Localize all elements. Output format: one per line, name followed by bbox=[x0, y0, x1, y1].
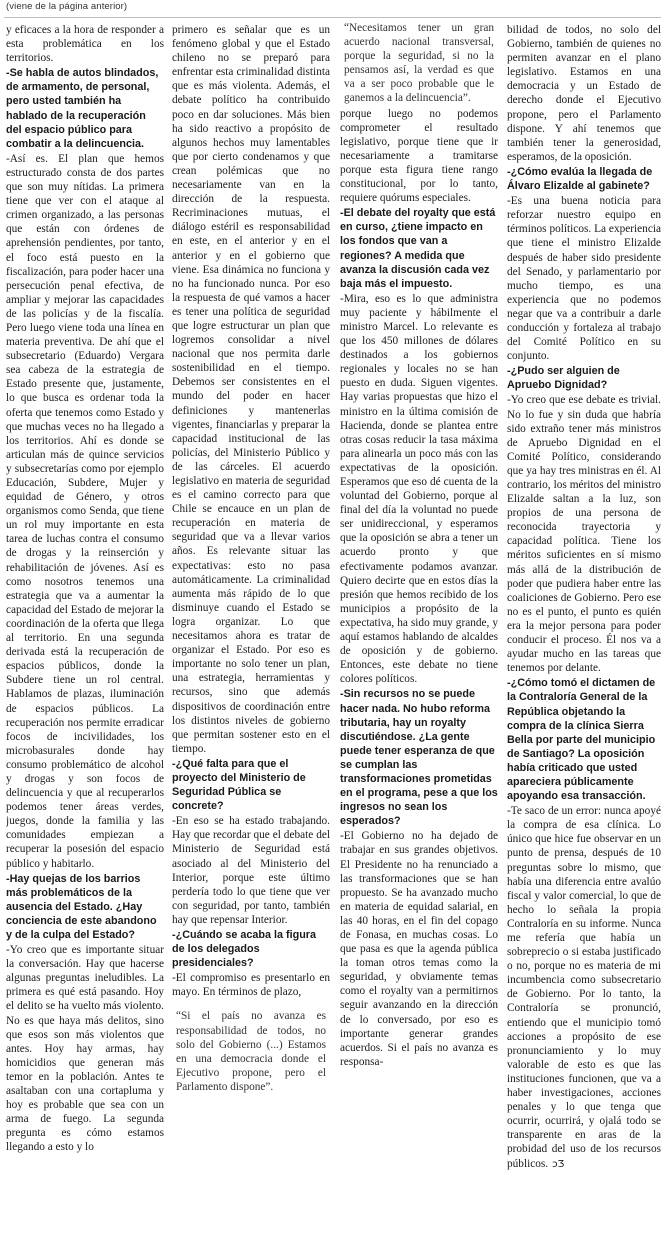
column-4-text bbox=[507, 23, 661, 1172]
interview-answer: -El Gobierno no ha dejado de trabajar en sus grandes objetivos. El Presidente no ha renunciado a las transformaciones que se han propuesto. Se ha avanzado mucho en materia de equidad salarial, en las 40 horas, en el fin del copago de Fonasa, en muchas cosas. Lo que pasa es que la agenda pública la toman otros temas como la seguridad, y obviamente temas como el royalty van a permitirnos seguir avanzando en la dirección de lo conversado, por eso es importante generar grandes acuerdos. Si el país no avanza es responsa- bbox=[340, 830, 498, 1068]
interview-question: -Se habla de autos blindados, de armamento, de personal, pero usted también ha hablado de la recuperación del espacio público para combatir a la delincuencia. bbox=[6, 67, 159, 150]
interview-answer: -En eso se ha estado trabajando. Hay que recordar que el debate del Ministerio de Seguridad está asociado al del Ministerio del Interior, porque este último perdería todo lo que tiene que ver con seguridad, por tanto, también hay que repensar Interior. bbox=[172, 815, 330, 926]
pull-quote-national-agreement: “Necesitamos tener un gran acuerdo nacional transversal, porque la seguridad, si no la pensamos así, la verdad es que va a ser poco probable que le ganemos a la delincuencia”. bbox=[344, 23, 494, 105]
interview-question: -¿Cuándo se acaba la figura de los delegados presidenciales? bbox=[172, 929, 316, 970]
pull-quote-democracy: “Si el país no avanza es responsabilidad de todos, no solo del Gobierno (...) Estamos en una democracia donde el Ejecutivo propone, pero el Parlamento dispone”. bbox=[176, 1010, 326, 1093]
article-column-3 bbox=[340, 23, 498, 1237]
interview-answer: bilidad de todos, no solo del Gobierno, también de quienes no permiten avanzar en el plano legislativo. Estamos en una democracia y un Estado de derecho donde el Ejecutivo propone, pero el Parlamento dispone. Y ahí tenemos que también tener la generosidad, esperamos, de la oposición. bbox=[507, 24, 661, 163]
interview-answer: porque luego no podemos comprometer el resultado legislativo, porque tiene que ir necesariamente a tramitarse porque esta figura tiene rango constitucional, por lo tanto, requiere quórums especiales. bbox=[340, 107, 498, 205]
interview-question: -Hay quejas de los barrios más problemáticos de la ausencia del Estado. ¿Hay conciencia de este abandono y de la culpa del Estado? bbox=[6, 872, 157, 941]
interview-answer: y eficaces a la hora de responder a esta problemática en los territorios. bbox=[6, 24, 164, 65]
interview-answer: -Mira, eso es lo que administra muy paciente y hábilmente el ministro Marcel. Lo relevante es que los 450 millones de dólares destinados a los gobiernos regionales y locales no se han puesto en duda. Siguen vigentes. Hay varias propuestas que hizo el ministro en la última comisión de Hacienda, donde se plantea entre otras cosas reducir la tasa máxima para alinearla un poco más con las expectativas de la oposición. Esperamos que eso dé cuenta de la voluntad del Gobierno, porque al final del día la voluntad no puede ser unidireccional, y esperamos que la oposición se abra a tener un acuerdo pronto y que efectivamente podamos avanzar. Quiero decirte que en estos días la presión que hemos recibido de los municipios a propósito de la expectativa, ha sido muy grande, y aquí estamos hablando de alcaldes de oposición y de gobierno. Entonces, este debate no tiene colores políticos. bbox=[340, 292, 498, 686]
interview-answer bbox=[507, 804, 661, 1171]
interview-question: -¿Cómo tomó el dictamen de la Contraloría General de la República objetando la compra de la clínica Sierra Bella por parte del municipio de Santiago? La oposición había criticado que usted apareciera públicamente apoyando esa transacción. bbox=[507, 677, 656, 803]
article-column-2 bbox=[172, 23, 330, 1237]
interview-question: -¿Cómo evalúa la llegada de Álvaro Elizalde al gabinete? bbox=[507, 165, 653, 193]
article-column-1 bbox=[6, 23, 164, 1237]
interview-question: -¿Pudo ser alguien de Apruebo Dignidad? bbox=[507, 365, 620, 392]
interview-answer: -Yo creo que es importante situar la conversación. Hay que hacerse algunas preguntas ineludibles. La primera es qué está pasando. Hoy el delito se ha vuelto más violento. No es que haya más delitos, sino que esos son más violentos que antes. Hoy hay armas, hay homicidios que generan más temor en la población. Antes te asaltaban con una cortapluma y hoy es probable que sea con un arma de fuego. La segunda pregunta es cómo estamos llegando a esto y lo bbox=[6, 944, 164, 1154]
interview-question: -¿Qué falta para que el proyecto del Ministerio de Seguridad Pública se concrete? bbox=[172, 757, 306, 813]
header-rule bbox=[4, 17, 661, 18]
column-2-text bbox=[172, 23, 330, 999]
interview-answer: -El compromiso es presentarlo en mayo. En términos de plazo, bbox=[172, 972, 330, 999]
continued-label: (viene de la página anterior) bbox=[6, 1, 128, 12]
interview-question: -El debate del royalty que está en curso, ¿tiene impacto en los fondos que van a regiones? A medida que avanza la discusión cada vez baja más el impuesto. bbox=[340, 207, 496, 290]
interview-answer: -Es una buena noticia para reforzar nuestro equipo en términos políticos. La experiencia que tiene el ministro Elizalde después de haber sido presidente del Senado, y parlamentario por mucho tiempo, es una experiencia que no podemos negar que va a contribuir a darle conducción y fortaleza al trabajo del Comité Político en su conjunto. bbox=[507, 195, 661, 363]
final-answer-text: -Te saco de un error: nunca apoyé la compra de esa clínica. Lo único que hice fue observar en un punto de prensa, después de 10 preguntas sobre lo mismo, que había una diferencia entre avalúo fiscal y valor comercial, lo que de hecho lo señala la propia Contraloría en su informe. Nunca me refería que había un sobreprecio o si estaba justificado o no, porque no es materia de mi incumbencia como subsecretario de Gobierno. Por lo tanto, la Contraloría se pronunció, entiendo que el municipio tomó acciones a propósito de ese pronunciamiento y lo muy valorable de esto es que las instituciones funcionen, que va a haber investigaciones, acciones penales y lo que tenga que ocurrir, ocurrirá, y ojalá todo se transparente en aras de la probidad del uso de los recursos públicos. bbox=[507, 805, 661, 1170]
column-3-text bbox=[340, 107, 498, 1069]
interview-answer: -Yo creo que ese debate es trivial. No lo fue y sin duda que habría sido extraño tener más ministros de Apruebo Dignidad en el Comité Político, considerando que ya hay tres ministras en él. Al contrario, los méritos del ministro Elizalde saltan a la luz, son propios de una persona de reconocida trayectoria y capacidad política. Tiene los méritos suficientes en sí mismo más allá de la distribución de poder que pudiera haber entre las coaliciones de Gobierno. Pero ese no es el punto, el punto es quién era la mejor persona para poder conducir el proceso. Él nos va a ayudar mucho en las tareas que tenemos por delante. bbox=[507, 394, 661, 675]
end-of-article-mark: ↄƷ bbox=[552, 1158, 565, 1170]
interview-question: -Sin recursos no se puede hacer nada. No hubo reforma tributaria, hay un royalty discutiéndose. ¿La gente puede tener esperanza de que se cumplan las transformaciones prometidas en el programa, pese a que los ingresos no sean los esperados? bbox=[340, 688, 498, 828]
interview-answer: -Así es. El plan que hemos estructurado consta de dos partes que son muy nítidas. La primera tiene que ver con el ataque al crimen organizado, a las personas que están con órdenes de aprehensión pendientes, por tanto, el foco está puesto en la fiscalización, para poder hacer una persecución penal efectiva, de ampliar y mejorar las capacidades de las policías y de la fiscalía. Pero luego viene toda una línea en materia preventiva. De ahí que el subsecretario (Eduardo) Vergara sea cabeza de la estrategia de Estado presente que, justamente, lo que busca es ordenar toda la oferta que tenemos como Estado y que muchas veces no ha llegado a los territorios. Ahí es donde se articulan más de quince servicios y subsecretarías como por ejemplo Educación, Subdere, Mujer y equidad de Género, y otros organismos como Senda, que tiene un rol muy importante en esta tarea de luchas contra el consumo de drogas y la reinserción y rehabilitación de jóvenes. Así es como nosotros tenemos una estrategia que va a aumentar la capacidad del Estado de mejorar la coordinación de la oferta que llega al territorio. En una segunda derivada está la recuperación de espacios públicos, donde la Subdere tiene un rol central. Hablamos de plazas, iluminación de espacios públicos. La recuperación nos permite erradicar focos de incivilidades, los microbasurales donde hay consumo problemático de alcohol y drogas y son focos de delincuencia y que al recuperarlos podemos tener áreas verdes, juegos, donde la familia y las comunidades empiezan a recuperar la posesión del espacio público y habitarlo. bbox=[6, 152, 164, 870]
article-column-4 bbox=[507, 23, 661, 1237]
interview-answer: primero es señalar que es un fenómeno global y que el Estado chileno no se preparó para enfrentar esta criminalidad distinta que es más violenta. Además, el debate político ha contribuido poco en dar soluciones. Más bien ha sido reactivo a propósito de algunos hechos muy lamentables que por cierto condenamos y que crean polémicas que no necesariamente van en la dirección de la respuesta. Recriminaciones mutuas, el diálogo estéril es responsabilidad en este, en el anterior y en el anterior y en el gobierno que viene. Esa dinámica no funciona y no ha funcionado nunca. Por eso la respuesta de qué vamos a hacer es tener una política de seguridad que logre estructurar un plan que logremos consolidar a nivel nacional que nos permita darle sostenibilidad en el tiempo. Debemos ser consistentes en el mundo del poder en hacer definiciones y mantenerlas vigentes, financiarlas y preparar la capacidad institucional de las policías, del Ministerio Público y de las cárceles. El acuerdo legislativo en materia de seguridad es el camino correcto para que Chile se encauce en un plan de recuperación en materia de seguridad que va a llevar varios años. Es relevante situar las expectativas: esto no pasa automáticamente. La criminalidad aumenta más rápido de lo que disminuye cuando el Estado se logra organizar. Lo que necesitamos ahora es tratar de organizar el Estado. Por eso es importante no solo tener un plan, una estrategia, herramientas y recursos, sino que además dispositivos de coordinación entre los distintos niveles de gobierno que permitan sostener esto en el tiempo. bbox=[172, 24, 330, 755]
